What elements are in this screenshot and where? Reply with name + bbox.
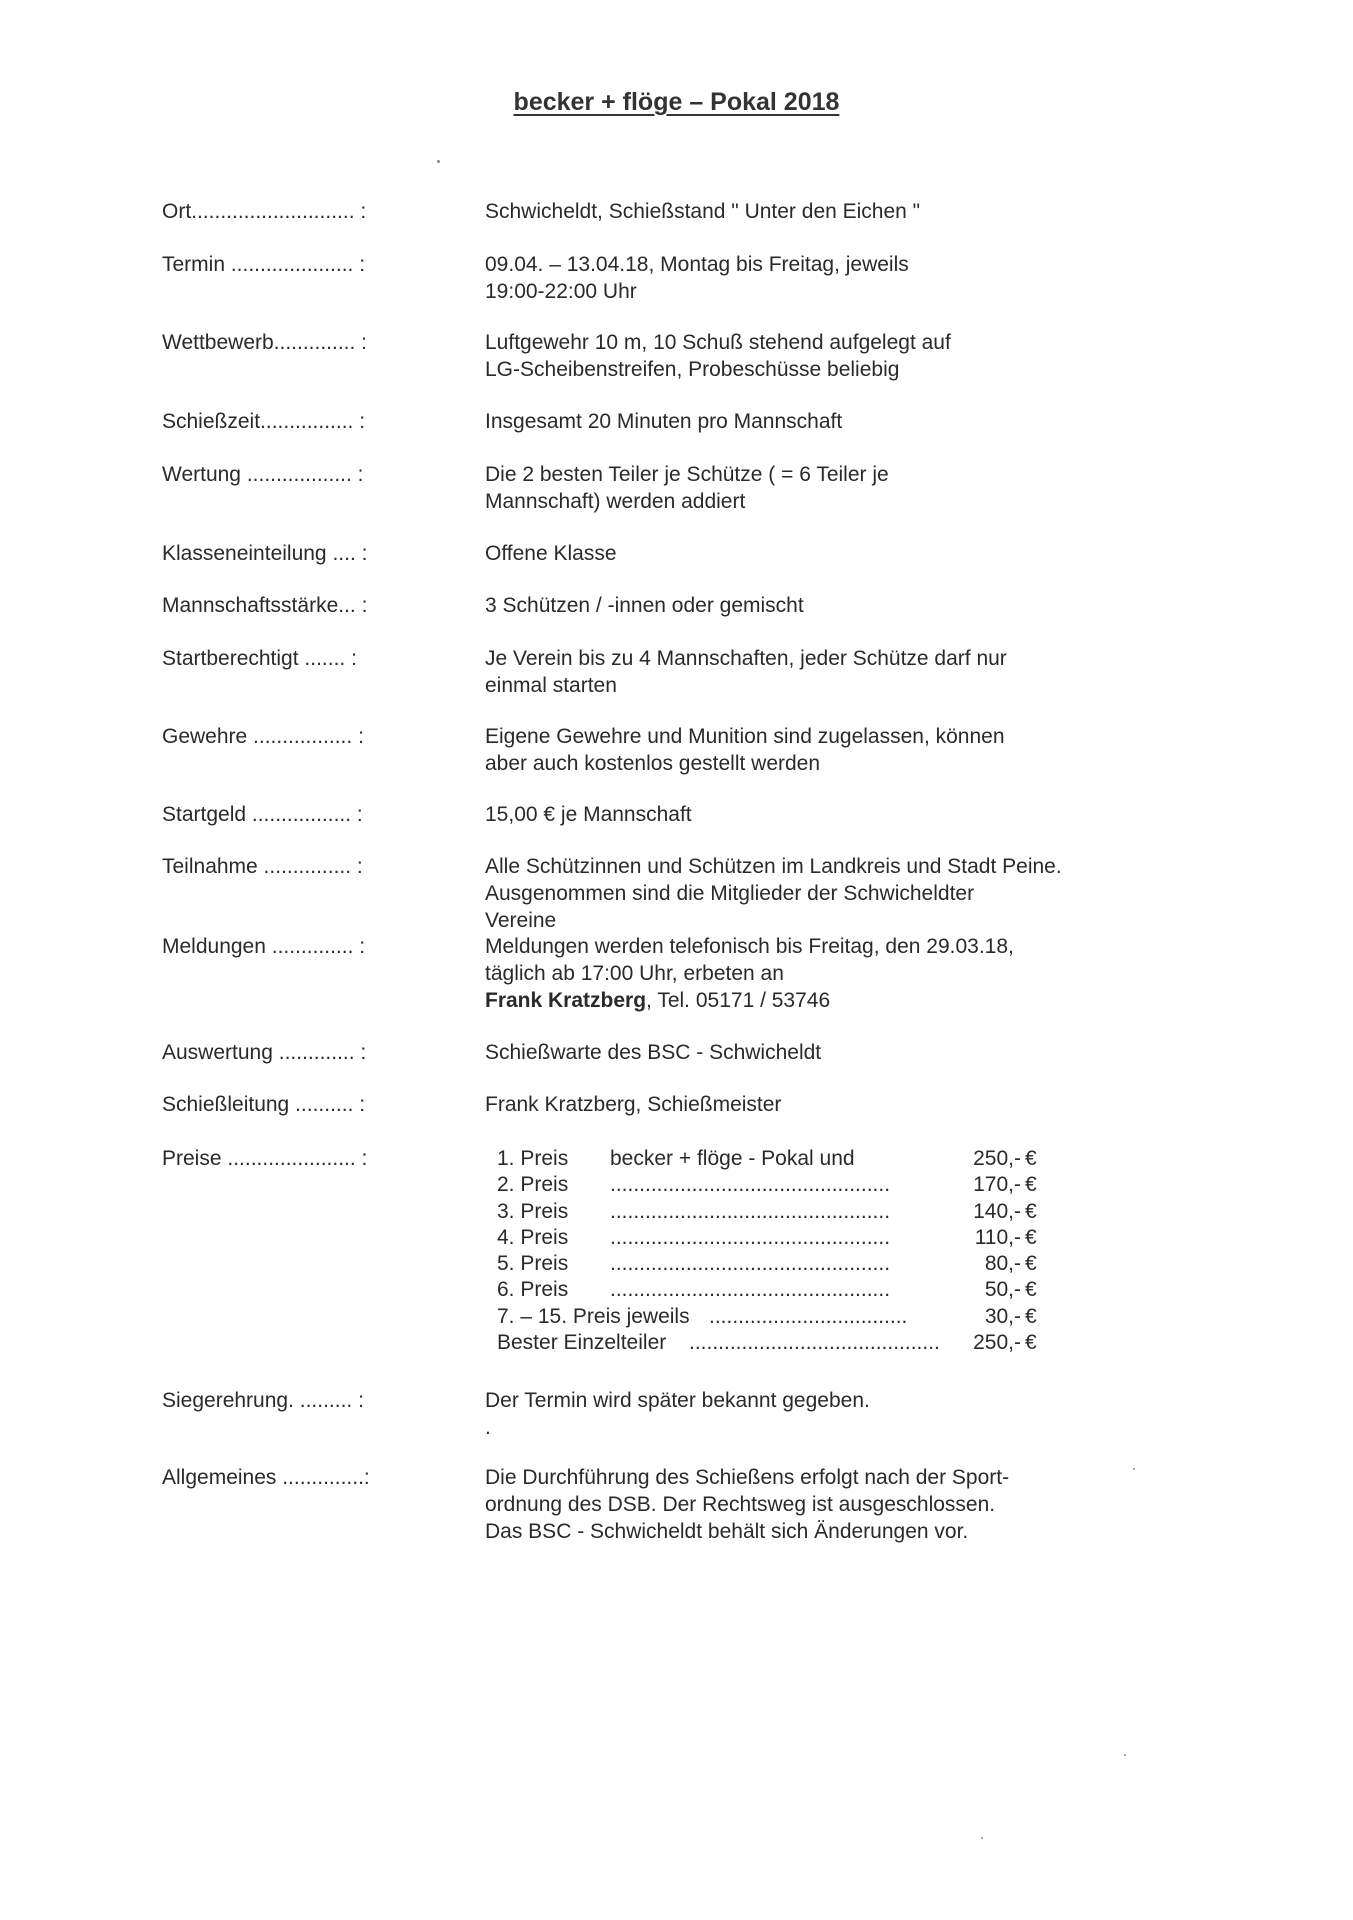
document-title: becker + flöge – Pokal 2018 [513,88,840,116]
scan-speck [1124,1754,1126,1756]
prize-row: 5. Preis ................................................ 80,- € [497,1252,1037,1276]
row-value: Meldungen werden telefonisch bis Freitag, den 29.03.18, täglich ab 17:00 Uhr, erbeten an Frank Kratzberg, Tel. 05171 / 53746 [485,935,1014,1012]
prize-row: 6. Preis ................................................ 50,- € [497,1278,1037,1302]
row-label: Startberechtigt ....... : [162,647,357,670]
prize-row: 4. Preis ................................................ 110,- € [497,1225,1037,1249]
row-value: Schwicheldt, Schießstand " Unter den Eichen " [485,200,921,223]
row-value: Offene Klasse [485,542,617,565]
prize-row: 7. – 15. Preis jeweils .................................. 30,- € [497,1304,1037,1328]
row-label: Startgeld ................. : [162,803,363,826]
row-value: Die Durchführung des Schießens erfolgt nach der Sport- ordnung des DSB. Der Rechtsweg ist ausgeschlossen. Das BSC - Schwicheldt behält sich Änderungen vor. [485,1466,1010,1543]
row-value: Eigene Gewehre und Munition sind zugelassen, können aber auch kostenlos gestellt werden [485,725,1005,775]
prize-row: 2. Preis ................................................ 170,- € [497,1173,1037,1197]
row-value: 3 Schützen / -innen oder gemischt [485,594,804,617]
row-label: Mannschaftsstärke... : [162,594,368,617]
row-label: Schießzeit................ : [162,410,366,433]
row-label: Wettbewerb.............. : [162,331,368,354]
scan-speck [1133,1468,1135,1470]
prize-row: 3. Preis ................................................ 140,- € [497,1199,1037,1223]
row-value: 15,00 € je Mannschaft [485,803,692,826]
row-label: Klasseneinteilung .... : [162,542,368,565]
row-label: Preise ...................... : [162,1147,368,1170]
row-label: Gewehre ................. : [162,725,364,748]
row-value: Frank Kratzberg, Schießmeister [485,1093,782,1116]
row-label: Meldungen .............. : [162,935,366,958]
row-label: Allgemeines ..............: [162,1466,370,1489]
row-value: Alle Schützinnen und Schützen im Landkreis und Stadt Peine. Ausgenommen sind die Mitglieder der Schwicheldter Vereine [485,855,1062,932]
scan-speck [981,1837,983,1839]
row-value: Die 2 besten Teiler je Schütze ( = 6 Teiler je Mannschaft) werden addiert [485,463,889,513]
row-label: Siegerehrung. ......... : [162,1389,364,1412]
prize-row: Bester Einzelteiler ........................................... 250,- € [497,1331,1037,1355]
row-value: Luftgewehr 10 m, 10 Schuß stehend aufgelegt auf LG-Scheibenstreifen, Probeschüsse beliebig [485,331,951,381]
row-label: Teilnahme ............... : [162,855,363,878]
scan-speck [437,160,440,163]
prize-row: 1. Preis becker + flöge - Pokal und 250,- € [497,1147,1037,1170]
contact-name: Frank Kratzberg [485,989,647,1012]
row-value: 09.04. – 13.04.18, Montag bis Freitag, jeweils 19:00-22:00 Uhr [485,253,909,303]
row-value: Je Verein bis zu 4 Mannschaften, jeder Schütze darf nur einmal starten [485,647,1007,697]
row-label: Schießleitung .......... : [162,1093,366,1116]
row-label: Wertung .................. : [162,463,364,486]
row-value: Der Termin wird später bekannt gegeben. . [485,1389,870,1439]
row-value: Insgesamt 20 Minuten pro Mannschaft [485,410,843,433]
row-value: Schießwarte des BSC - Schwicheldt [485,1041,822,1064]
prize-table [497,1146,1037,1356]
row-label: Ort............................ : [162,200,367,223]
row-label: Termin ..................... : [162,253,366,276]
contact-phone: , Tel. 05171 / 53746 [646,989,831,1012]
row-label: Auswertung ............. : [162,1041,367,1064]
